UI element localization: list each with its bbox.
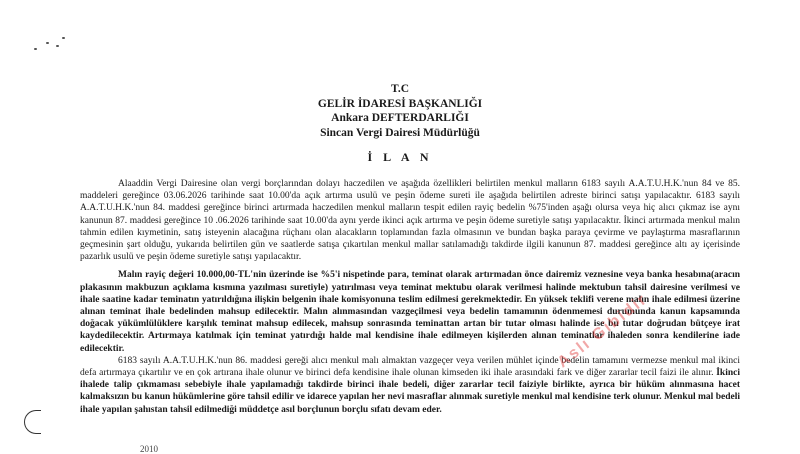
scan-speck: [56, 45, 59, 47]
scan-speck: [62, 37, 65, 39]
header-office: Ankara DEFTERDARLIĞI: [331, 112, 469, 124]
scan-speck: [34, 48, 37, 50]
paragraph-withdrawal: [80, 355, 740, 416]
paragraph-withdrawal-normal: 6183 sayılı A.A.T.U.H.K.'nun 86. maddesi gereği alıcı menkul malı almaktan vazgeçer veya verilen mühlet içinde bedelin tamamını vermezse menkul mal ikinci defa artırmaya çıkartılır ve en çok artırana ihale olunur ve birinci defa kendisine ihale olunan kimseden iki ihale arasındaki fark ve diğer zararlar tecil faizi ile alınır.: [80, 355, 740, 379]
document-title: İ L A N: [367, 150, 433, 164]
paragraph-withdrawal-bold: İkinci ihalede talip çıkmaması sebebiyle ihale yapılamadığı takdirde birinci ihale bedeli, diğer zararlar tecil faiziyle birlikte, ayrıca bir hüküm alınmasına hacet kalmaksızın bu kanun hükümlerine göre tahsil edilir ve idarece yapılan her nevi masraflar alınmak suretiyle menkul mal kendisine terk olunur. Menkul mal bedeli ihale yapılan şahıstan tahsil edilmediği müddetçe asıl borçlunun borçlu sıfatı devam eder.: [80, 368, 740, 415]
cut-off-text: 2010: [140, 444, 158, 454]
paragraph-deposit: Malın rayiç değeri 10.000,00-TL'nin üzerinde ise %5'i nispetinde para, teminat olarak artırmadan önce dairemiz veznesine veya banka hesabına(aracın plakasının makbuzun açıklama kısmına yazılması suretiyle) yatırılması veya teminat mektubu olarak verilmesi halinde mektubun tahsil dairesine verilmesi ve ihale saatine kadar teminatın yatırıldığına ilişkin belgenin ihale komisyonuna teslim edilmesi gerekmektedir. En yüksek teklifi verene malın ihale edilmesi üzerine alınan teminat ihale bedelinden mahsup edilecektir. Malın alınmasından vazgeçilmesi veya bedelin tamamının ödenmemesi durumunda kanun kapsamında doğacak yükümlülüklere karşılık teminat mahsup edilecek, mahsup sonrasında teminattan artan bir tutar olması halinde ise bu tutar doğrudan bütçeye irat kaydedilecektir. Artırmaya katılmak için teminat yatırdığı halde mal kendisine ihale edilmeyen kişilerden alınan teminatlar ihaleden sonra kendilerine iade edilecektir.: [80, 270, 740, 354]
punch-hole: [24, 410, 41, 434]
certified-copy-stamp: Aslı Gibidir: [554, 290, 652, 372]
document-header: [0, 82, 800, 140]
paragraph-sale-terms: Alaaddin Vergi Dairesine olan vergi borçlarından dolayı haczedilen ve aşağıda özellikleri belirtilen menkul malların 6183 sayılı A.A.T.U.H.K.'nun 84 ve 85. maddeleri gereğince 03.06.2026 tarihinde saat 10.00'da açık artırma usulü ve peşin ödeme sureti ile aşağıda belirtilen adreste birinci satışı yapılacaktır. 6183 sayılı A.A.T.U.H.K.'nun 84. maddesi gereğince birinci artırmada haczedilen menkul malların tespit edilen rayiç bedelin %75'inden aşağı olursa veya hiç alıcı çıkmaz ise aynı kanunun 87. maddesi gereğince 10 .06.2026 tarihinde saat 10.00'da aynı yerde ikinci açık artırma ve peşin ödeme suretiyle satışı yapılacaktır. İkinci artırmada menkul malın tahmin edilen kıymetinin, satış isteyenin alacağına rüçhanı olan alacakların toplamından fazla olmasının ve bundan başka paraya çevirme ve paylaştırma masraflarının geçmesinin şart olduğu, yukarıda belirtilen gün ve saatlerde satışa çıkartılan menkul mallar satılamadığı takdirde ilgili kanunun 87. maddesi gereğince altı ay içerisinde pazarlık usulü ve peşin ödeme suretiyle satışı yapılacaktır.: [80, 179, 740, 263]
header-country: T.C: [391, 83, 409, 95]
header-authority: GELİR İDARESİ BAŞKANLIĞI: [317, 97, 483, 110]
header-tax-office: Sincan Vergi Dairesi Müdürlüğü: [320, 126, 480, 139]
scan-speck: [46, 42, 49, 44]
